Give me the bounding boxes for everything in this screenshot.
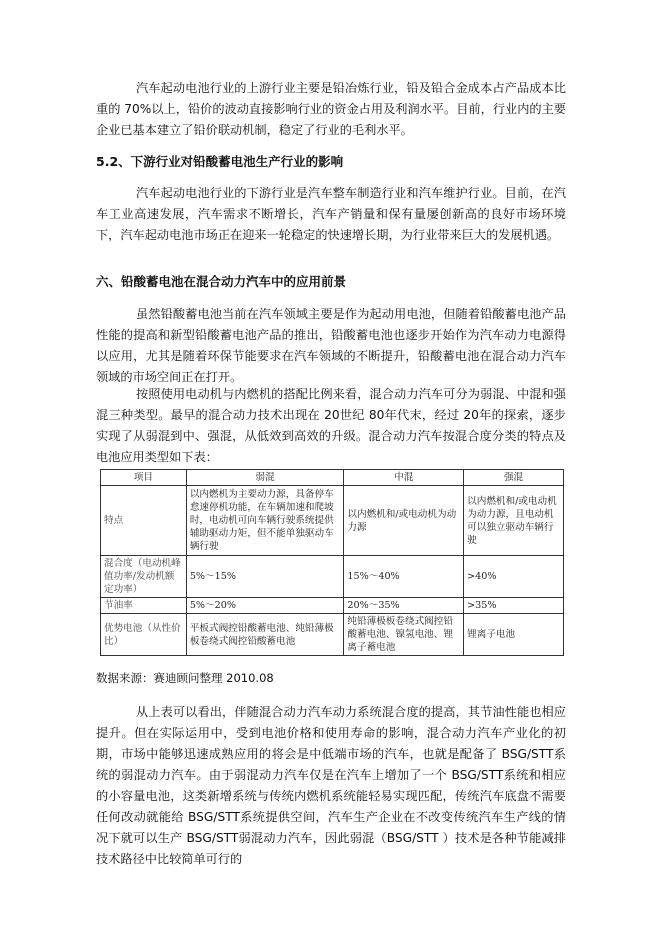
table-cell: 平板式阀控铅酸蓄电池、纯铅薄极板卷绕式阀控铅酸蓄电池 — [186, 614, 344, 656]
table-cell: 5%～20% — [186, 598, 344, 614]
table-row — [101, 614, 564, 656]
section-heading-5-2: 5.2、下游行业对铅酸蓄电池生产行业的影响 — [96, 154, 344, 169]
table-cell: 锂离子电池 — [464, 614, 564, 656]
table-row-label: 优势电池（从性价比） — [101, 614, 187, 656]
table-cell: 以内燃机和/或电动机为动力源，且电动机可以独立驱动车辆行驶 — [464, 486, 564, 556]
table-row-label: 节油率 — [101, 598, 187, 614]
paragraph-conclusion: 从上表可以看出，伴随混合动力汽车动力系统混合度的提高，其节油性能也相应提升。但在实际运用中，受到电池价格和使用寿命的影响，混合动力汽车产业化的初期，市场中能够迅速成熟应用的将会是中低端市场的汽车，也就是配备了 BSG/STT系统的弱混动力汽车。由于弱混动力汽车仅是在汽车上增加了一个 BSG/STT系统和相应的小容量电池，这类新增系统与传统内燃机系统能轻易实现匹配，传统汽车底盘不需要任何改动就能给 BSG/STT系统提供空间，汽车生产企业在不改变传统汽车生产线的情况下就可以生产 BSG/STT弱混动力汽车，因此弱混（BSG/STT ）技术是各种节能减排技术路径中比较简单可行的 — [96, 705, 566, 866]
table-header-cell: 项目 — [101, 470, 187, 486]
table-row — [101, 598, 564, 614]
table-cell: >35% — [464, 598, 564, 614]
paragraph-hybrid-intro: 虽然铅酸蓄电池当前在汽车领域主要是作为起动用电池，但随着铅酸蓄电池产品性能的提高和新型铅酸蓄电池产品的推出，铅酸蓄电池也逐步开始作为汽车动力电源得以应用，尤其是随着环保节能要求在汽车领域的不断提升，铅酸蓄电池在混合动力汽车领域的市场空间正在打开。 — [96, 307, 566, 384]
table-header-cell: 弱混 — [186, 470, 344, 486]
section-heading-6: 六、铅酸蓄电池在混合动力汽车中的应用前景 — [96, 274, 347, 289]
paragraph-downstream: 汽车起动电池行业的下游行业是汽车整车制造行业和汽车维护行业。目前，在汽车工业高速发展，汽车需求不断增长，汽车产销量和保有量屡创新高的良好市场环境下，汽车起动电池市场正在迎来一轮稳定的快速增长期，为行业带来巨大的发展机遇。 — [96, 186, 566, 242]
table-row-label: 混合度（电动机峰值功率/发动机额定功率） — [101, 556, 187, 598]
table-row — [101, 486, 564, 556]
table-cell: 以内燃机为主要动力源，具备停车怠速停机功能，在车辆加速和爬坡时，电动机可向车辆行驶系统提供辅助驱动力矩，但不能单独驱动车辆行驶 — [186, 486, 344, 556]
paragraph-upstream: 汽车起动电池行业的上游行业主要是铅冶炼行业，铅及铅合金成本占产品成本比重的 70%以上，铅价的波动直接影响行业的资金占用及利润水平。目前，行业内的主要企业已基本建立了铅价联动机制，稳定了行业的毛利水平。 — [96, 81, 566, 137]
table-row — [101, 556, 564, 598]
data-source-note: 数据来源：赛迪顾问整理 2010.08 — [96, 671, 274, 685]
table-cell: 20%～35% — [344, 598, 464, 614]
table-cell: 5%～15% — [186, 556, 344, 598]
table-header-cell: 强混 — [464, 470, 564, 486]
table-cell: 以内燃机和/或电动机为动力源 — [344, 486, 464, 556]
table-row-label: 特点 — [101, 486, 187, 556]
table-cell: >40% — [464, 556, 564, 598]
hybrid-classification-table — [100, 469, 564, 656]
table-cell: 纯铅薄极板卷绕式阀控铅酸蓄电池、镍氢电池、锂离子蓄电池 — [344, 614, 464, 656]
table-cell: 15%～40% — [344, 556, 464, 598]
paragraph-hybrid-types: 按照使用电动机与内燃机的搭配比例来看，混合动力汽车可分为弱混、中混和强混三种类型。最早的混合动力技术出现在 20世纪 80年代末，经过 20年的探索，逐步实现了从弱混到中、强混，从低效到高效的升级。混合动力汽车按混合度分类的特点及电池应用类型如下表： — [96, 387, 566, 464]
table-header-row — [101, 470, 564, 486]
table-header-cell: 中混 — [344, 470, 464, 486]
